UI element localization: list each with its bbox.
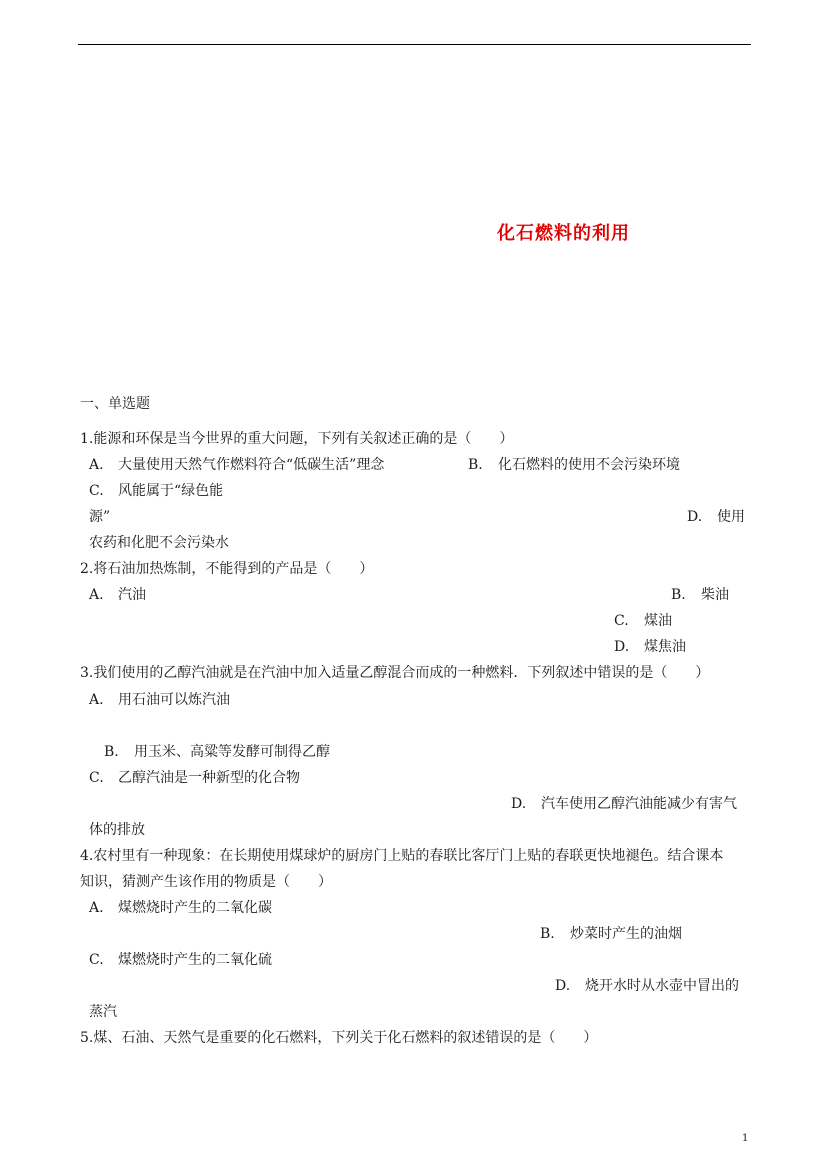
q1-stem: 1.能源和环保是当今世界的重大问题，下列有关叙述正确的是（ ）	[80, 431, 514, 447]
q4-option-b: 炒菜时产生的油烟	[570, 926, 682, 942]
q3-option-a: 用石油可以炼汽油	[118, 692, 230, 708]
q4-option-c-label: C.	[89, 952, 104, 968]
q1-option-c-cont: 源”	[89, 509, 111, 525]
q2-option-c: 煤油	[644, 613, 672, 629]
q2-option-b-label: B.	[671, 587, 686, 603]
q4-option-d-label: D.	[555, 978, 571, 994]
q1-option-d: 使用	[717, 509, 745, 525]
q1-option-b: 化石燃料的使用不会污染环境	[498, 457, 680, 473]
q2-option-d-label: D.	[614, 639, 630, 655]
q2-option-a-label: A.	[89, 587, 104, 603]
q3-option-b-label: B.	[104, 744, 119, 760]
q3-option-a-label: A.	[89, 692, 104, 708]
q2-option-a: 汽油	[118, 587, 146, 603]
q1-option-a-label: A.	[89, 457, 104, 473]
q4-stem-line1: 4.农村里有一种现象：在长期使用煤球炉的厨房门上贴的春联比客厅门上贴的春联更快地褪色。结合课本	[80, 848, 724, 864]
section-heading: 一、单选题	[80, 396, 150, 412]
q3-option-d-label: D.	[511, 796, 527, 812]
q4-stem-line2: 知识，猜测产生该作用的物质是（ ）	[80, 874, 332, 890]
q4-option-d-cont: 蒸汽	[89, 1004, 117, 1020]
q3-option-c-label: C.	[89, 770, 104, 786]
q2-stem: 2.将石油加热炼制，不能得到的产品是（ ）	[80, 561, 374, 577]
q1-option-b-label: B.	[468, 457, 483, 473]
q2-option-c-label: C.	[614, 613, 629, 629]
q3-option-b: 用玉米、高粱等发酵可制得乙醇	[134, 744, 330, 760]
q3-option-c: 乙醇汽油是一种新型的化合物	[118, 770, 300, 786]
page-number: 1	[742, 1133, 749, 1144]
q2-option-b: 柴油	[701, 587, 729, 603]
q4-option-a-label: A.	[89, 900, 104, 916]
q4-option-d: 烧开水时从水壶中冒出的	[585, 978, 739, 994]
header-rule	[78, 44, 751, 45]
q1-option-a: 大量使用天然气作燃料符合“低碳生活”理念	[118, 457, 385, 473]
q1-option-c: 风能属于“绿色能	[118, 483, 224, 499]
q4-option-b-label: B.	[540, 926, 555, 942]
q1-option-d-cont: 农药和化肥不会污染水	[89, 535, 229, 551]
q3-stem: 3.我们使用的乙醇汽油就是在汽油中加入适量乙醇混合而成的一种燃料．下列叙述中错误的是（ ）	[80, 665, 710, 681]
q5-stem: 5.煤、石油、天然气是重要的化石燃料，下列关于化石燃料的叙述错误的是（ ）	[80, 1030, 598, 1046]
q4-option-a: 煤燃烧时产生的二氧化碳	[118, 900, 272, 916]
q1-option-d-label: D.	[687, 509, 703, 525]
q4-option-c: 煤燃烧时产生的二氧化硫	[118, 952, 272, 968]
q2-option-d: 煤焦油	[644, 639, 686, 655]
q3-option-d-cont: 体的排放	[89, 822, 145, 838]
q3-option-d: 汽车使用乙醇汽油能减少有害气	[541, 796, 737, 812]
document-title: 化石燃料的利用	[497, 223, 630, 244]
q1-option-c-label: C.	[89, 483, 104, 499]
